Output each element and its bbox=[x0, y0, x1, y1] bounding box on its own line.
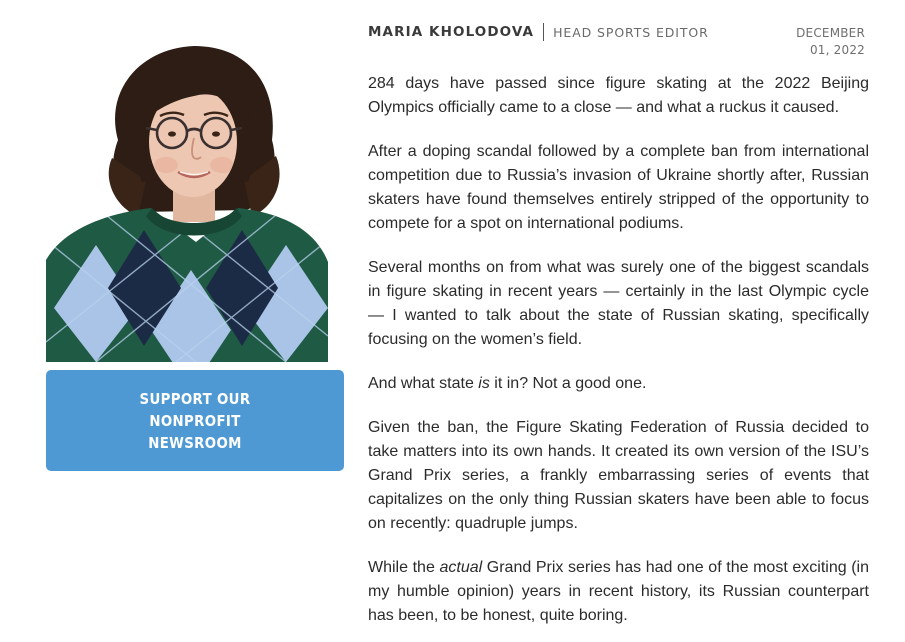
article-paragraph-4-end: it in? Not a good one. bbox=[489, 375, 647, 392]
publication-date bbox=[775, 25, 865, 59]
author-portrait bbox=[46, 30, 344, 362]
article-paragraph-4-emphasis: is bbox=[478, 375, 490, 392]
article-paragraph-4 bbox=[368, 372, 869, 396]
article-paragraph-6-end: Grand Prix series has had one of the most exciting (in my humble opinion) years in recent history, its Russian counterpart has been, to be honest, quite boring. bbox=[368, 559, 870, 624]
article-paragraph-2: After a doping scandal followed by a complete ban from international competition due to Russia’s invasion of Ukraine shortly after, Russian skaters have found themselves entirely stripped of the opportunity to compete for a spot on international podiums. bbox=[368, 143, 869, 232]
article-paragraph-6-emphasis: actual bbox=[439, 559, 483, 576]
article-paragraph-3: Several months on from what was surely one of the biggest scandals in figure skating in recent years — certainly in the last Olympic cycle — I wanted to talk about the state of Russian skating, specifically focusing on the women’s field. bbox=[368, 259, 869, 348]
byline bbox=[368, 21, 709, 43]
article-body bbox=[368, 72, 869, 642]
article-paragraph-6 bbox=[368, 556, 869, 628]
byline-divider bbox=[543, 23, 544, 41]
article-paragraph-1: 284 days have passed since figure skating at the 2022 Beijing Olympics officially came to a close — and what a ruckus it caused. bbox=[368, 75, 869, 116]
article-paragraph-4-start: And what state bbox=[368, 375, 479, 392]
author-portrait-illustration bbox=[46, 30, 344, 362]
support-newsroom-button-label: SUPPORT OUR NONPROFIT NEWSROOM bbox=[139, 389, 251, 452]
author-name-link[interactable]: MARIA KHOLODOVA bbox=[368, 24, 535, 40]
article-paragraph-5: Given the ban, the Figure Skating Federation of Russia decided to take matters into its own hands. It created its own version of the ISU’s Grand Prix series, a frankly embarrassing series of events that capitalizes on the only thing Russian skaters have been able to focus on recently: quadruple jumps. bbox=[368, 419, 869, 532]
publication-date-month: DECEMBER bbox=[796, 26, 865, 40]
support-newsroom-button[interactable] bbox=[46, 370, 344, 471]
article-paragraph-6-start: While the bbox=[368, 559, 440, 576]
publication-date-day-year: 01, 2022 bbox=[809, 43, 865, 57]
author-title: HEAD SPORTS EDITOR bbox=[553, 24, 709, 40]
